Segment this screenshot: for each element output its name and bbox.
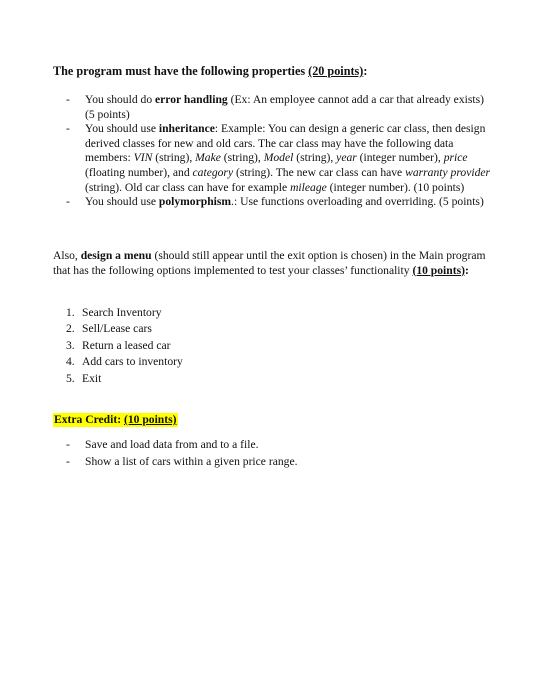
extra-credit-points: (10 points) [123, 413, 177, 426]
option-number: 5. [66, 371, 75, 385]
extra-credit-label: Extra Credit: [54, 413, 124, 426]
extra-credit-heading [53, 413, 178, 427]
item-text: (integer number). (10 points) [326, 180, 465, 194]
italic-term: price [443, 151, 468, 165]
dash-bullet: - [66, 93, 70, 106]
option-number: 3. [66, 338, 75, 352]
item-text: (string). The new car class can have [233, 165, 406, 179]
option-number: 2. [66, 322, 75, 336]
para-points: (10 points) [412, 263, 465, 277]
italic-term: Make [195, 151, 221, 165]
menu-options-list [66, 306, 183, 388]
extra-item-save-load [66, 438, 496, 455]
item-text: (string). Old car class can have for example [85, 180, 291, 194]
menu-option-return-leased [66, 339, 183, 355]
dash-bullet: - [66, 438, 70, 451]
para-text: (should still appear until the exit option is chosen) in the Main program that has the following options implemented to test your classes’ functionality [53, 249, 486, 277]
italic-term: VIN [133, 151, 153, 165]
item-text: You should use [85, 195, 159, 209]
list-item-error-handling [66, 93, 496, 122]
section-heading [53, 64, 367, 79]
item-text: (Ex: An employee cannot add a car that already exists) (5 points) [85, 93, 484, 121]
list-item-inheritance [66, 122, 496, 195]
menu-option-exit [66, 372, 183, 388]
option-label: Exit [82, 371, 102, 385]
extra-credit-list [66, 438, 496, 471]
item-text: You should use [85, 122, 159, 136]
para-bold-text: design a menu [80, 249, 152, 262]
item-text: (string), [220, 151, 264, 165]
item-bold-text: error handling [155, 93, 228, 106]
heading-text: The program must have the following properties [53, 64, 309, 78]
item-text: Show a list of cars within a given price range. [85, 454, 298, 468]
item-bold-text: inheritance [158, 122, 215, 136]
dash-bullet: - [66, 454, 70, 468]
italic-term: warranty provider [405, 165, 491, 179]
italic-term: Model [263, 151, 294, 165]
item-text: (integer number), [356, 151, 444, 165]
option-label: Add cars to inventory [82, 355, 183, 369]
option-label: Sell/Lease cars [82, 322, 152, 336]
item-text: Save and load data from and to a file. [85, 438, 259, 451]
option-label: Search Inventory [82, 306, 162, 319]
dash-bullet: - [66, 122, 70, 136]
item-text: .: Use functions overloading and overriding. (5 points) [231, 195, 484, 209]
italic-term: year [336, 151, 357, 165]
list-item-polymorphism [66, 195, 496, 210]
italic-term: mileage [290, 180, 327, 194]
option-number: 1. [66, 306, 75, 319]
menu-option-add-cars [66, 355, 183, 371]
menu-option-sell-lease [66, 322, 183, 338]
dash-bullet: - [66, 195, 70, 209]
extra-item-price-range [66, 455, 496, 472]
item-text: : Example: You can design a generic car class, then design derived classes for new and old cars. The car class may have the following data members: [85, 122, 486, 165]
para-colon: : [464, 263, 469, 277]
item-text: (string), [293, 151, 337, 165]
option-number: 4. [66, 355, 75, 369]
item-text: (floating number), and [85, 165, 193, 179]
para-text: Also, [53, 249, 81, 262]
menu-paragraph [53, 249, 493, 278]
heading-points: (20 points) [308, 64, 364, 78]
menu-option-search-inventory [66, 306, 183, 322]
item-text: (string), [152, 151, 196, 165]
item-text: You should do [85, 93, 156, 106]
heading-colon: : [363, 64, 368, 78]
italic-term: category [192, 165, 234, 179]
item-bold-text: polymorphism [158, 195, 232, 209]
properties-list [66, 93, 496, 210]
option-label: Return a leased car [82, 338, 171, 352]
